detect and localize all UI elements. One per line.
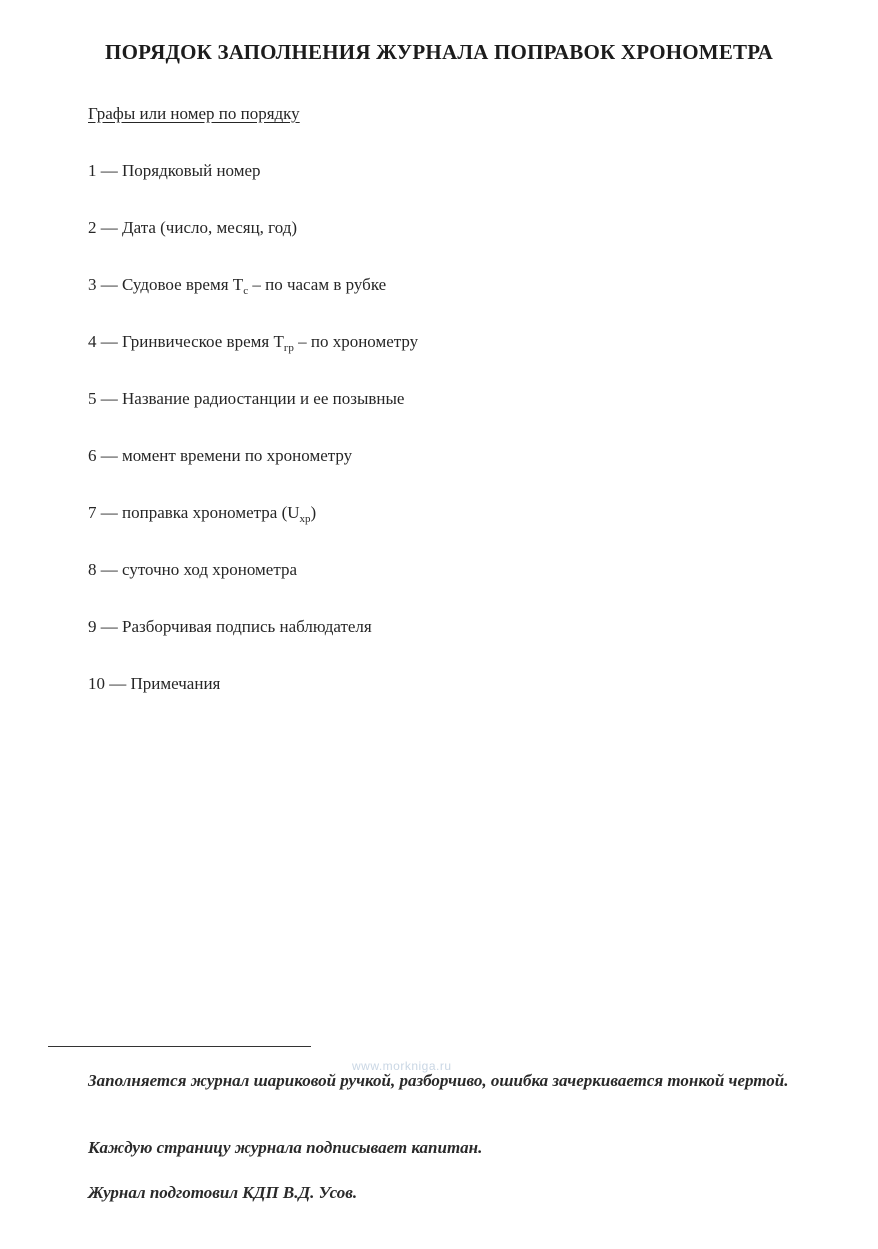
footnote-note: Журнал подготовил КДП В.Д. Усов.: [88, 1183, 358, 1202]
watermark: www.morkniga.ru: [352, 1059, 452, 1073]
list-item: 7 — поправка хронометра $(U_{хр})$: [88, 503, 317, 525]
list-item: 9 — Разборчивая подпись наблюдателя: [88, 617, 372, 636]
list-item: 8 — суточно ход хронометра: [88, 560, 298, 579]
list-item: 2 — Дата (число, месяц, год): [88, 218, 298, 237]
list-item: 3 — Судовое время $T_с$ – по часам в рубке: [88, 275, 387, 297]
page-title: ПОРЯДОК ЗАПОЛНЕНИЯ ЖУРНАЛА ПОПРАВОК ХРОНОМЕТРА: [105, 40, 773, 64]
footnote-divider: [48, 1046, 311, 1047]
section-heading: Графы или номер по порядку: [88, 104, 300, 123]
list-item: 4 — Гринвическое время $T_{гр}$ – по хронометру: [88, 332, 419, 354]
list-item: 6 — момент времени по хронометру: [88, 446, 353, 465]
list-item: 10 — Примечания: [88, 674, 221, 693]
footnote-note: Заполняется журнал шариковой ручкой, разборчиво, ошибка зачеркивается тонкой чертой.: [88, 1071, 789, 1090]
list-item: 1 — Порядковый номер: [88, 161, 261, 180]
list-item: 5 — Название радиостанции и ее позывные: [88, 389, 405, 408]
column-list: [88, 160, 418, 730]
footnote-note: Каждую страницу журнала подписывает капитан.: [88, 1138, 483, 1157]
